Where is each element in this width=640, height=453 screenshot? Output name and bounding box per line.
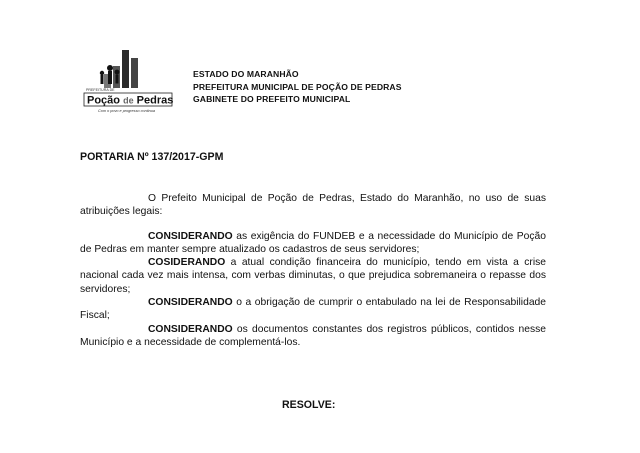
considerando-text: o a obrigação de cumprir o entabulado na lei de Responsabilidade Fiscal; [80, 297, 546, 322]
document-body [80, 192, 546, 349]
logo-graphic [82, 46, 174, 122]
logo-top-text: PREFEITURA DE [86, 88, 115, 92]
intro-paragraph: O Prefeito Municipal de Poção de Pedras, Estado do Maranhão, no uso de suas atribuições legais: [80, 193, 546, 218]
considerando-text: os documentos constantes dos registros públicos, contidos nesse Município e a necessidade de complementá-los. [80, 323, 546, 348]
header-prefeitura: PREFEITURA MUNICIPAL DE POÇÃO DE PEDRAS [193, 81, 402, 92]
considerando-keyword: CONSIDERANDO [148, 323, 233, 335]
considerando-1 [80, 230, 546, 257]
considerando-keyword: CONSIDERANDO [148, 297, 233, 309]
header-state: ESTADO DO MARANHÃO [193, 69, 299, 79]
logo-name-part3: Pedras [136, 94, 174, 107]
considerando-3 [80, 296, 546, 323]
logo-name-part2: de [123, 95, 134, 106]
considerando-text: a atual condição financeira do município, tendo em vista a crise nacional cada vez mais intensa, com verbas diminutas, o que prejudica sobremaneira o repasse dos servidores; [80, 257, 546, 295]
considerando-keyword: COSIDERANDO [148, 257, 226, 269]
letterhead [193, 68, 402, 106]
considerando-text: as exigência do FUNDEB e a necessidade do Município de Poção de Pedras em manter sempre atualizado os cadastros de seus servidores; [80, 230, 546, 255]
logo-slogan: Com o povo e progresso continua [98, 109, 155, 113]
portaria-title: PORTARIA Nº 137/2017-GPM [80, 151, 224, 163]
logo-name [87, 95, 173, 107]
municipality-logo [82, 46, 174, 122]
considerando-2 [80, 256, 546, 296]
logo-name-part1: Poção [87, 94, 121, 107]
header-gabinete: GABINETE DO PREFEITO MUNICIPAL [193, 94, 351, 105]
considerando-keyword: CONSIDERANDO [148, 230, 233, 242]
resolve-heading: RESOLVE: [282, 399, 336, 411]
considerando-4 [80, 323, 546, 350]
